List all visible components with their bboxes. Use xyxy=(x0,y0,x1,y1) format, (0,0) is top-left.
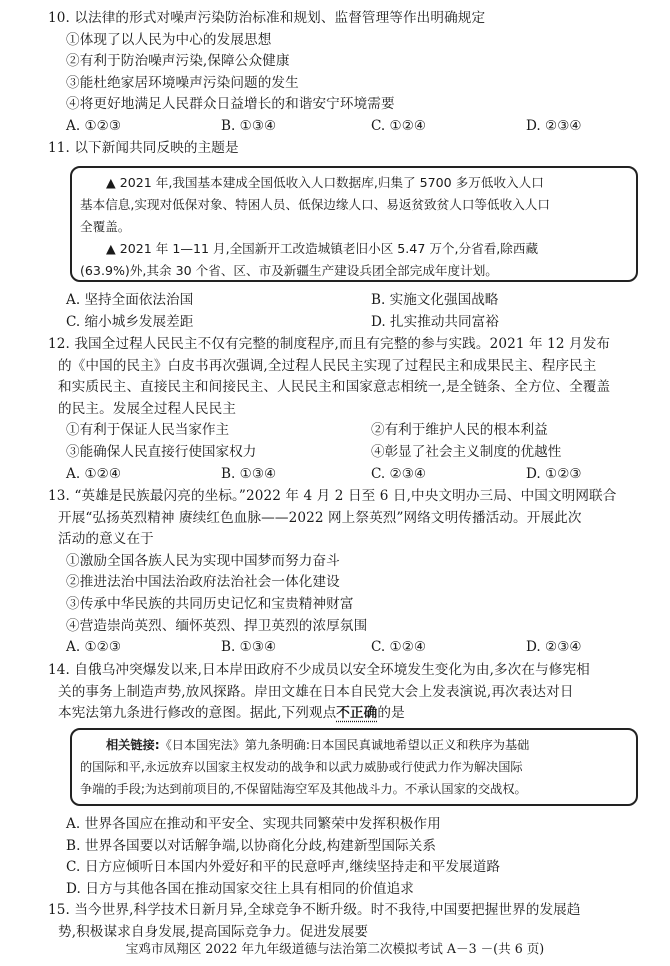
choice-c: C. 日方应倾听日本国内外爱好和平的民意呼声,继续坚持走和平发展道路 xyxy=(66,859,501,876)
news-line: 基本信息,实现对低保对象、特困人员、低保边缘人口、易返贫致贫人口等低收入人口 xyxy=(80,197,550,212)
related-link-text: 争端的手段;为达到前项目的,不保留陆海空军及其他战斗力。不承认国家的交战权。 xyxy=(80,782,527,796)
choice-c: C. ①②④ xyxy=(371,117,427,134)
related-link-text: 《日本国宪法》第九条明确:日本国民真诚地希望以正义和秩序为基础 xyxy=(159,738,530,752)
choice-b: B. ①③④ xyxy=(221,639,277,656)
answer-choices xyxy=(58,116,648,138)
question-stem: 活动的意义在于 xyxy=(58,531,154,548)
question-stem: 开展“弘扬英烈精神 赓续红色血脉——2022 网上祭英烈”网络文明传播活动。开展此次 xyxy=(58,509,582,526)
statement-item: ①激励全国各族人民为实现中国梦而努力奋斗 xyxy=(66,552,340,569)
statement-item: ④营造崇尚英烈、缅怀英烈、捍卫英烈的浓厚氛围 xyxy=(66,617,368,634)
statement-item: ①有利于保证人民当家作主 xyxy=(66,422,230,439)
news-line: ▲ 2021 年,我国基本建成全国低收入人口数据库,归集了 5700 多万低收入人口 xyxy=(106,175,544,190)
choice-d: D. 扎实推动共同富裕 xyxy=(371,313,499,330)
choice-c: C. ②③④ xyxy=(371,465,427,482)
related-link-box xyxy=(70,728,638,806)
choice-b: B. 世界各国要以对话解争端,以协商化分歧,构建新型国际关系 xyxy=(66,837,437,854)
question-14 xyxy=(48,660,648,725)
statement-item: ④彰显了社会主义制度的优越性 xyxy=(371,443,562,460)
news-line: ▲ 2021 年 1—11 月,全国新开工改造城镇老旧小区 5.47 万个,分省看,除西藏 xyxy=(106,241,539,256)
choice-d: D. ②③④ xyxy=(526,117,582,134)
statement-item: ②推进法治中国法治政府法治社会一体化建设 xyxy=(66,574,340,591)
question-stem-last: 本宪法第九条进行修改的意图。据此,下列观点不正确的是 xyxy=(58,705,405,722)
choice-a: A. ①②③ xyxy=(66,639,122,656)
statement-item: ①体现了以人民为中心的发展思想 xyxy=(66,31,272,48)
question-stem: 势,积极谋求自身发展,提高国际竞争力。促进发展要 xyxy=(58,923,369,940)
question-stem: 14. 自俄乌冲突爆发以来,日本岸田政府不少成员以安全环境发生变化为由,多次在与修宪相 xyxy=(48,662,590,678)
choice-d: D. 日方与其他各国在推动国家交往上具有相同的价值追求 xyxy=(66,880,415,897)
choice-b: B. 实施文化强国战略 xyxy=(371,292,499,308)
choice-a: A. 坚持全面依法治国 xyxy=(66,292,194,308)
question-11 xyxy=(48,138,648,160)
statement-item: ④将更好地满足人民群众日益增长的和谐安宁环境需要 xyxy=(66,96,395,113)
choice-a: A. ①②③ xyxy=(66,117,122,134)
question-stem: 13. “英雄是民族最闪亮的坐标。”2022 年 4 月 2 日至 6 日,中央文明办三局、中国文明网联合 xyxy=(48,488,617,504)
choice-d: D. ②③④ xyxy=(526,639,582,656)
choice-d: D. ①②③ xyxy=(526,465,582,482)
question-stem: 和实质民主、直接民主和间接民主、人民民主和国家意志相统一,是全链条、全方位、全覆盖 xyxy=(58,379,611,396)
statement-item: ③传承中华民族的共同历史记忆和宝贵精神财富 xyxy=(66,595,354,612)
page-footer: 宝鸡市凤翔区 2022 年九年级道德与法治第二次模拟考试 A－3 －(共 6 页) xyxy=(125,941,545,956)
choice-b: B. ①③④ xyxy=(221,465,277,482)
choice-c: C. 缩小城乡发展差距 xyxy=(66,313,194,330)
statement-item: ③能杜绝家居环境噪声污染问题的发生 xyxy=(66,74,299,91)
news-box xyxy=(70,166,638,282)
related-link-text: 的国际和平,永远放弃以国家主权发动的战争和以武力威胁或行使武力作为解决国际 xyxy=(80,760,523,774)
choice-b: B. ①③④ xyxy=(221,117,277,134)
answer-choices xyxy=(58,637,648,659)
question-11-choices xyxy=(58,290,648,333)
statement-item: ②有利于防治噪声污染,保障公众健康 xyxy=(66,53,290,70)
question-10 xyxy=(48,8,648,138)
choice-a: A. ①②④ xyxy=(66,465,122,482)
question-15 xyxy=(48,900,648,943)
question-14-choices xyxy=(58,814,648,900)
related-link-label: 相关链接: xyxy=(106,738,160,752)
question-stem: 的民主。发展全过程人民民主 xyxy=(58,400,237,417)
question-stem: 10. 以法律的形式对噪声污染防治标准和规划、监督管理等作出明确规定 xyxy=(48,10,486,26)
statement-item: ③能确保人民直接行使国家权力 xyxy=(66,443,257,460)
statement-item: ②有利于维护人民的根本利益 xyxy=(371,422,548,439)
question-stem: 11. 以下新闻共同反映的主题是 xyxy=(48,140,239,156)
question-13 xyxy=(48,486,648,659)
question-stem: 15. 当今世界,科学技术日新月异,全球竞争不断升级。时不我待,中国要把握世界的发展趋 xyxy=(48,902,581,918)
news-line: (63.9%)外,其余 30 个省、区、市及新疆生产建设兵团全部完成年度计划。 xyxy=(80,263,498,278)
emphasis-text: 不正确 xyxy=(336,705,378,722)
choice-c: C. ①②④ xyxy=(371,639,427,656)
news-line: 全覆盖。 xyxy=(80,219,131,234)
question-12 xyxy=(48,334,648,485)
question-stem: 关的事务上制造声势,放风探路。岸田文雄在日本自民党大会上发表演说,再次表达对日 xyxy=(58,683,574,700)
question-stem: 的《中国的民主》白皮书再次强调,全过程人民民主实现了过程民主和成果民主、程序民主 xyxy=(58,357,597,374)
question-stem: 12. 我国全过程人民民主不仅有完整的制度程序,而且有完整的参与实践。2021 年 12 月发布 xyxy=(48,336,611,352)
answer-choices xyxy=(58,464,648,486)
choice-a: A. 世界各国应在推动和平安全、实现共同繁荣中发挥积极作用 xyxy=(66,816,441,832)
